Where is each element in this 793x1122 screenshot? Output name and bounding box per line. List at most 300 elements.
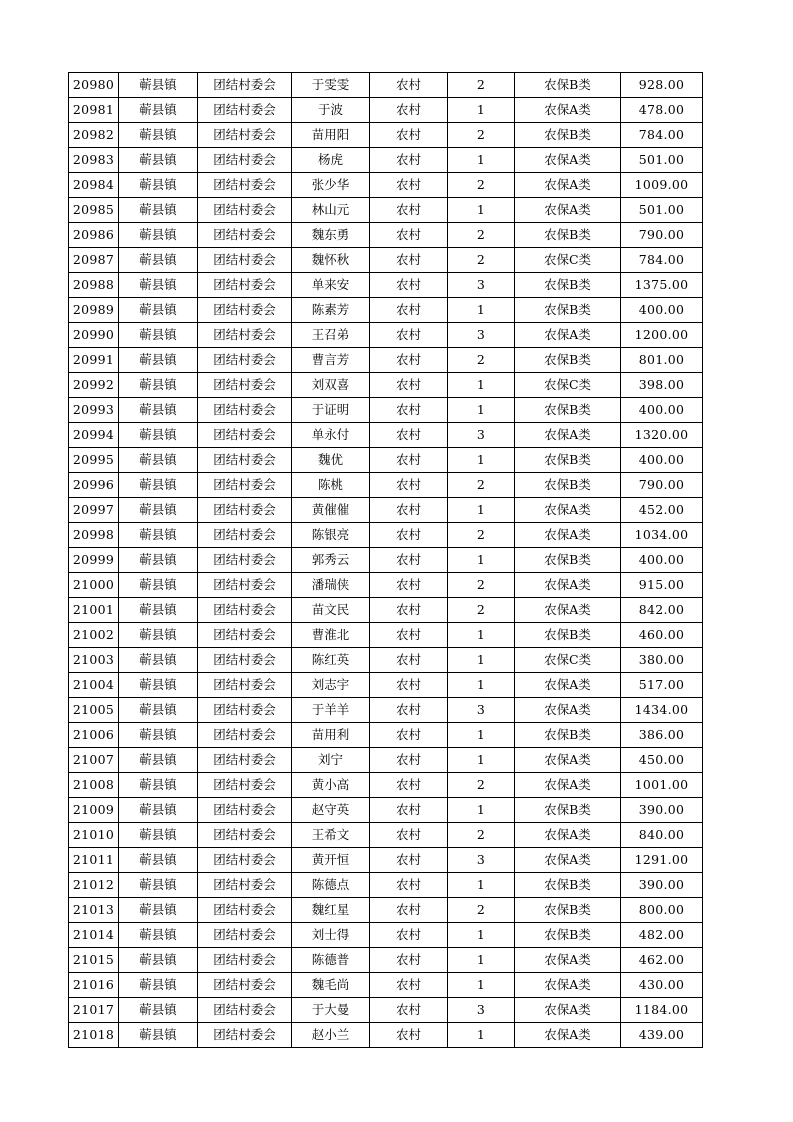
table-row [69,748,703,773]
township-cell: 蕲县镇 [119,723,198,748]
household-count-cell: 1 [448,548,515,573]
household-count-cell: 1 [448,298,515,323]
township-cell: 蕲县镇 [119,123,198,148]
serial-no-cell: 20995 [69,448,119,473]
serial-no-cell: 21017 [69,998,119,1023]
village-committee-cell: 团结村委会 [198,598,292,623]
name-cell: 于雯雯 [292,73,370,98]
village-committee-cell: 团结村委会 [198,123,292,148]
residence-type-cell: 农村 [370,548,448,573]
serial-no-cell: 20981 [69,98,119,123]
household-count-cell: 1 [448,748,515,773]
township-cell: 蕲县镇 [119,748,198,773]
residence-type-cell: 农村 [370,198,448,223]
insurance-category-cell: 农保A类 [515,948,621,973]
name-cell: 杨虎 [292,148,370,173]
table-row [69,848,703,873]
name-cell: 刘双喜 [292,373,370,398]
residence-type-cell: 农村 [370,598,448,623]
household-count-cell: 1 [448,873,515,898]
insurance-category-cell: 农保A类 [515,573,621,598]
household-count-cell: 2 [448,523,515,548]
name-cell: 刘宁 [292,748,370,773]
table-row [69,473,703,498]
insurance-category-cell: 农保B类 [515,298,621,323]
serial-no-cell: 21015 [69,948,119,973]
name-cell: 魏东勇 [292,223,370,248]
household-count-cell: 1 [448,923,515,948]
household-count-cell: 2 [448,898,515,923]
household-count-cell: 1 [448,673,515,698]
serial-no-cell: 21016 [69,973,119,998]
name-cell: 曹言芳 [292,348,370,373]
serial-no-cell: 21009 [69,798,119,823]
table-row [69,248,703,273]
insurance-category-cell: 农保A类 [515,698,621,723]
amount-cell: 390.00 [621,873,703,898]
household-count-cell: 1 [448,148,515,173]
village-committee-cell: 团结村委会 [198,223,292,248]
serial-no-cell: 20998 [69,523,119,548]
insurance-category-cell: 农保B类 [515,223,621,248]
name-cell: 赵小兰 [292,1023,370,1048]
amount-cell: 1434.00 [621,698,703,723]
serial-no-cell: 20997 [69,498,119,523]
residence-type-cell: 农村 [370,748,448,773]
table-row [69,948,703,973]
name-cell: 于波 [292,98,370,123]
village-committee-cell: 团结村委会 [198,498,292,523]
name-cell: 于羊羊 [292,698,370,723]
residence-type-cell: 农村 [370,698,448,723]
township-cell: 蕲县镇 [119,248,198,273]
residence-type-cell: 农村 [370,448,448,473]
insurance-category-cell: 农保B类 [515,73,621,98]
amount-cell: 1009.00 [621,173,703,198]
township-cell: 蕲县镇 [119,498,198,523]
amount-cell: 462.00 [621,948,703,973]
name-cell: 刘士得 [292,923,370,948]
serial-no-cell: 21018 [69,1023,119,1048]
amount-cell: 439.00 [621,1023,703,1048]
township-cell: 蕲县镇 [119,323,198,348]
insurance-category-cell: 农保B类 [515,723,621,748]
township-cell: 蕲县镇 [119,823,198,848]
insurance-category-cell: 农保A类 [515,673,621,698]
household-count-cell: 2 [448,173,515,198]
insurance-category-cell: 农保B类 [515,798,621,823]
insurance-category-cell: 农保A类 [515,1023,621,1048]
table-row [69,673,703,698]
amount-cell: 386.00 [621,723,703,748]
amount-cell: 1034.00 [621,523,703,548]
amount-cell: 501.00 [621,148,703,173]
residence-type-cell: 农村 [370,373,448,398]
table-row [69,98,703,123]
serial-no-cell: 21012 [69,873,119,898]
residence-type-cell: 农村 [370,248,448,273]
residence-type-cell: 农村 [370,848,448,873]
village-committee-cell: 团结村委会 [198,973,292,998]
table-row [69,398,703,423]
village-committee-cell: 团结村委会 [198,623,292,648]
table-row [69,173,703,198]
serial-no-cell: 20991 [69,348,119,373]
name-cell: 于大曼 [292,998,370,1023]
household-count-cell: 1 [448,448,515,473]
township-cell: 蕲县镇 [119,98,198,123]
residence-type-cell: 农村 [370,573,448,598]
village-committee-cell: 团结村委会 [198,898,292,923]
amount-cell: 482.00 [621,923,703,948]
table-row [69,548,703,573]
village-committee-cell: 团结村委会 [198,348,292,373]
township-cell: 蕲县镇 [119,373,198,398]
amount-cell: 790.00 [621,473,703,498]
township-cell: 蕲县镇 [119,473,198,498]
insurance-category-cell: 农保A类 [515,848,621,873]
table-row [69,123,703,148]
township-cell: 蕲县镇 [119,398,198,423]
insurance-category-cell: 农保B类 [515,348,621,373]
village-committee-cell: 团结村委会 [198,448,292,473]
serial-no-cell: 21010 [69,823,119,848]
insurance-category-cell: 农保A类 [515,973,621,998]
township-cell: 蕲县镇 [119,348,198,373]
township-cell: 蕲县镇 [119,198,198,223]
table-row [69,698,703,723]
amount-cell: 790.00 [621,223,703,248]
serial-no-cell: 21008 [69,773,119,798]
amount-cell: 1001.00 [621,773,703,798]
amount-cell: 390.00 [621,798,703,823]
insurance-category-cell: 农保A类 [515,198,621,223]
township-cell: 蕲县镇 [119,848,198,873]
name-cell: 林山元 [292,198,370,223]
name-cell: 潘瑞侠 [292,573,370,598]
residence-type-cell: 农村 [370,998,448,1023]
serial-no-cell: 21003 [69,648,119,673]
residence-type-cell: 农村 [370,148,448,173]
household-count-cell: 1 [448,198,515,223]
table-row [69,348,703,373]
household-count-cell: 2 [448,123,515,148]
residence-type-cell: 农村 [370,98,448,123]
amount-cell: 430.00 [621,973,703,998]
village-committee-cell: 团结村委会 [198,373,292,398]
insurance-category-cell: 农保B类 [515,123,621,148]
township-cell: 蕲县镇 [119,898,198,923]
village-committee-cell: 团结村委会 [198,398,292,423]
village-committee-cell: 团结村委会 [198,273,292,298]
township-cell: 蕲县镇 [119,73,198,98]
table-row [69,448,703,473]
serial-no-cell: 20987 [69,248,119,273]
township-cell: 蕲县镇 [119,223,198,248]
table-row [69,73,703,98]
serial-no-cell: 20988 [69,273,119,298]
township-cell: 蕲县镇 [119,548,198,573]
name-cell: 苗用阳 [292,123,370,148]
village-committee-cell: 团结村委会 [198,548,292,573]
serial-no-cell: 21013 [69,898,119,923]
table-row [69,148,703,173]
residence-type-cell: 农村 [370,898,448,923]
household-count-cell: 2 [448,248,515,273]
insurance-category-cell: 农保B类 [515,473,621,498]
village-committee-cell: 团结村委会 [198,848,292,873]
township-cell: 蕲县镇 [119,973,198,998]
table-row [69,773,703,798]
township-cell: 蕲县镇 [119,173,198,198]
residence-type-cell: 农村 [370,773,448,798]
amount-cell: 380.00 [621,648,703,673]
amount-cell: 801.00 [621,348,703,373]
township-cell: 蕲县镇 [119,798,198,823]
table-row [69,523,703,548]
residence-type-cell: 农村 [370,473,448,498]
name-cell: 苗用利 [292,723,370,748]
household-count-cell: 3 [448,698,515,723]
insurance-category-cell: 农保B类 [515,898,621,923]
insurance-category-cell: 农保A类 [515,98,621,123]
serial-no-cell: 20984 [69,173,119,198]
serial-no-cell: 21006 [69,723,119,748]
name-cell: 单永付 [292,423,370,448]
residence-type-cell: 农村 [370,623,448,648]
village-committee-cell: 团结村委会 [198,948,292,973]
village-committee-cell: 团结村委会 [198,773,292,798]
name-cell: 陈桃 [292,473,370,498]
residence-type-cell: 农村 [370,298,448,323]
insurance-category-cell: 农保B类 [515,623,621,648]
name-cell: 黄开恒 [292,848,370,873]
table-row [69,798,703,823]
household-count-cell: 3 [448,998,515,1023]
residence-type-cell: 农村 [370,348,448,373]
serial-no-cell: 20983 [69,148,119,173]
serial-no-cell: 21002 [69,623,119,648]
household-count-cell: 2 [448,823,515,848]
amount-cell: 928.00 [621,73,703,98]
serial-no-cell: 20985 [69,198,119,223]
table-row [69,298,703,323]
serial-no-cell: 20992 [69,373,119,398]
household-count-cell: 2 [448,573,515,598]
residence-type-cell: 农村 [370,173,448,198]
residence-type-cell: 农村 [370,323,448,348]
residence-type-cell: 农村 [370,1023,448,1048]
township-cell: 蕲县镇 [119,448,198,473]
insurance-category-cell: 农保A类 [515,148,621,173]
household-count-cell: 1 [448,498,515,523]
insurance-category-cell: 农保C类 [515,248,621,273]
household-count-cell: 1 [448,398,515,423]
insurance-category-cell: 农保B类 [515,923,621,948]
table-row [69,723,703,748]
insurance-category-cell: 农保A类 [515,423,621,448]
amount-cell: 517.00 [621,673,703,698]
amount-cell: 784.00 [621,123,703,148]
amount-cell: 915.00 [621,573,703,598]
village-committee-cell: 团结村委会 [198,98,292,123]
township-cell: 蕲县镇 [119,523,198,548]
residence-type-cell: 农村 [370,948,448,973]
insurance-category-cell: 农保B类 [515,273,621,298]
serial-no-cell: 20980 [69,73,119,98]
name-cell: 陈德普 [292,948,370,973]
residence-type-cell: 农村 [370,673,448,698]
name-cell: 陈红英 [292,648,370,673]
amount-cell: 1200.00 [621,323,703,348]
table-row [69,823,703,848]
serial-no-cell: 21005 [69,698,119,723]
table-row [69,973,703,998]
residence-type-cell: 农村 [370,398,448,423]
residence-type-cell: 农村 [370,798,448,823]
amount-cell: 400.00 [621,298,703,323]
amount-cell: 398.00 [621,373,703,398]
insurance-category-cell: 农保A类 [515,773,621,798]
name-cell: 魏毛尚 [292,973,370,998]
insurance-category-cell: 农保A类 [515,323,621,348]
insurance-category-cell: 农保A类 [515,498,621,523]
amount-cell: 1291.00 [621,848,703,873]
insurance-category-cell: 农保C类 [515,373,621,398]
village-committee-cell: 团结村委会 [198,298,292,323]
household-count-cell: 2 [448,223,515,248]
table-body [69,73,703,1048]
village-committee-cell: 团结村委会 [198,1023,292,1048]
township-cell: 蕲县镇 [119,648,198,673]
insurance-category-cell: 农保B类 [515,448,621,473]
table-row [69,598,703,623]
residence-type-cell: 农村 [370,823,448,848]
household-count-cell: 1 [448,723,515,748]
residence-type-cell: 农村 [370,498,448,523]
residence-type-cell: 农村 [370,73,448,98]
amount-cell: 400.00 [621,548,703,573]
amount-cell: 501.00 [621,198,703,223]
residence-type-cell: 农村 [370,873,448,898]
serial-no-cell: 21014 [69,923,119,948]
amount-cell: 460.00 [621,623,703,648]
household-count-cell: 3 [448,848,515,873]
table-row [69,1023,703,1048]
amount-cell: 784.00 [621,248,703,273]
insurance-category-cell: 农保A类 [515,823,621,848]
village-committee-cell: 团结村委会 [198,998,292,1023]
table-row [69,573,703,598]
amount-cell: 840.00 [621,823,703,848]
amount-cell: 478.00 [621,98,703,123]
residence-type-cell: 农村 [370,648,448,673]
name-cell: 陈德点 [292,873,370,898]
amount-cell: 842.00 [621,598,703,623]
table-row [69,373,703,398]
table-row [69,323,703,348]
residence-type-cell: 农村 [370,723,448,748]
residence-type-cell: 农村 [370,123,448,148]
township-cell: 蕲县镇 [119,923,198,948]
household-count-cell: 1 [448,973,515,998]
township-cell: 蕲县镇 [119,773,198,798]
household-count-cell: 1 [448,623,515,648]
name-cell: 黄小高 [292,773,370,798]
table-row [69,648,703,673]
insurance-category-cell: 农保A类 [515,598,621,623]
household-count-cell: 1 [448,98,515,123]
household-count-cell: 2 [448,473,515,498]
village-committee-cell: 团结村委会 [198,423,292,448]
township-cell: 蕲县镇 [119,673,198,698]
table-row [69,273,703,298]
insurance-category-cell: 农保C类 [515,648,621,673]
amount-cell: 1375.00 [621,273,703,298]
serial-no-cell: 20989 [69,298,119,323]
name-cell: 陈银亮 [292,523,370,548]
amount-cell: 452.00 [621,498,703,523]
village-committee-cell: 团结村委会 [198,698,292,723]
table-row [69,498,703,523]
table-row [69,198,703,223]
township-cell: 蕲县镇 [119,298,198,323]
township-cell: 蕲县镇 [119,698,198,723]
serial-no-cell: 20982 [69,123,119,148]
insurance-category-cell: 农保A类 [515,748,621,773]
amount-cell: 1184.00 [621,998,703,1023]
insurance-category-cell: 农保B类 [515,398,621,423]
table-row [69,923,703,948]
name-cell: 于证明 [292,398,370,423]
village-committee-cell: 团结村委会 [198,148,292,173]
insurance-category-cell: 农保A类 [515,523,621,548]
name-cell: 赵守英 [292,798,370,823]
name-cell: 苗文民 [292,598,370,623]
name-cell: 魏优 [292,448,370,473]
table-row [69,873,703,898]
residence-type-cell: 农村 [370,523,448,548]
serial-no-cell: 21007 [69,748,119,773]
household-count-cell: 3 [448,323,515,348]
township-cell: 蕲县镇 [119,873,198,898]
name-cell: 王召弟 [292,323,370,348]
table-row [69,423,703,448]
serial-no-cell: 20986 [69,223,119,248]
amount-cell: 800.00 [621,898,703,923]
name-cell: 郭秀云 [292,548,370,573]
township-cell: 蕲县镇 [119,573,198,598]
village-committee-cell: 团结村委会 [198,573,292,598]
village-committee-cell: 团结村委会 [198,923,292,948]
amount-cell: 1320.00 [621,423,703,448]
household-count-cell: 2 [448,773,515,798]
insurance-category-cell: 农保B类 [515,873,621,898]
serial-no-cell: 20999 [69,548,119,573]
household-count-cell: 1 [448,948,515,973]
relief-roster-table [68,72,703,1048]
township-cell: 蕲县镇 [119,948,198,973]
serial-no-cell: 21011 [69,848,119,873]
village-committee-cell: 团结村委会 [198,248,292,273]
table-row [69,223,703,248]
insurance-category-cell: 农保A类 [515,173,621,198]
name-cell: 单来安 [292,273,370,298]
name-cell: 张少华 [292,173,370,198]
residence-type-cell: 农村 [370,973,448,998]
residence-type-cell: 农村 [370,273,448,298]
table-row [69,623,703,648]
